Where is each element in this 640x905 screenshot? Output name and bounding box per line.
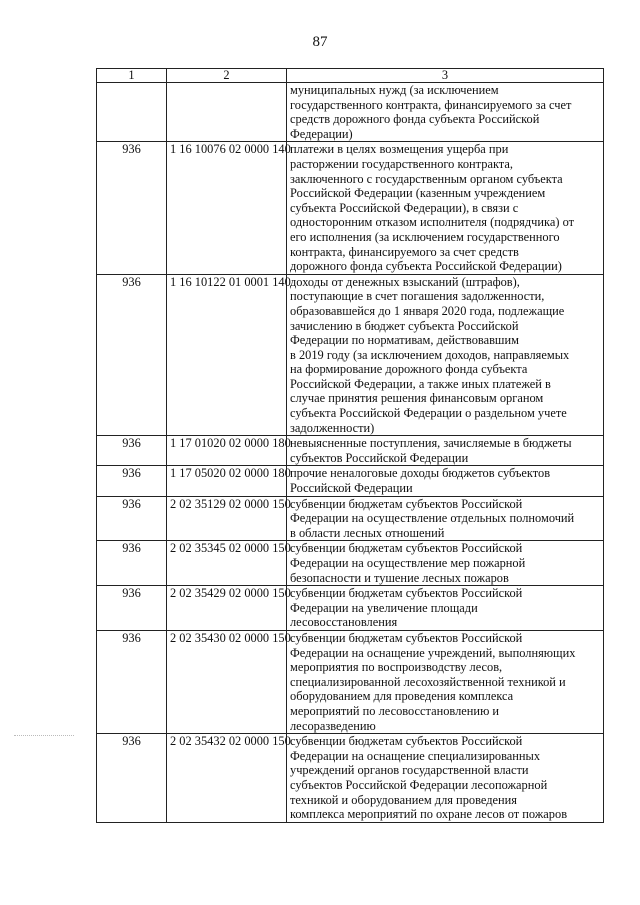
admin-code-cell: 936: [97, 274, 167, 436]
description-cell: прочие неналоговые доходы бюджетов субъектов Российской Федерации: [287, 466, 604, 496]
admin-code-cell: 936: [97, 630, 167, 733]
description-cell: невыясненные поступления, зачисляемые в бюджеты субъектов Российской Федерации: [287, 436, 604, 466]
description-cell: муниципальных нужд (за исключением государственного контракта, финансируемого за счет средств дорожного фонда субъекта Российской Федерации): [287, 83, 604, 142]
admin-code-cell: 936: [97, 142, 167, 274]
description-cell: платежи в целях возмещения ущерба при расторжении государственного контракта, заключенного с государственным органом субъекта Российской Федерации (казенным учреждением субъекта Российской Федерации), в связи с односторонним отказом исполнителя (подрядчика) от его исполнения (за исключением государственного контракта, финансируемого за счет средств дорожного фонда субъекта Российской Федерации): [287, 142, 604, 274]
column-header-3: 3: [287, 69, 604, 83]
table-row: [97, 142, 604, 274]
admin-code-cell: 936: [97, 496, 167, 541]
description-cell: доходы от денежных взысканий (штрафов), поступающие в счет погашения задолженности, образовавшейся до 1 января 2020 года, подлежащие зачислению в бюджет субъекта Российской Федерации по нормативам, действовавшим в 2019 году (за исключением доходов, направляемых на формирование дорожного фонда субъекта Российской Федерации, а также иных платежей в случае принятия решения финансовым органом субъекта Российской Федерации о раздельном учете задолженности): [287, 274, 604, 436]
budget-code-cell: 1 17 01020 02 0000 180: [167, 436, 287, 466]
table-row: [97, 541, 604, 586]
table-row: [97, 496, 604, 541]
budget-code-cell: 1 17 05020 02 0000 180: [167, 466, 287, 496]
description-cell: субвенции бюджетам субъектов Российской Федерации на осуществление отдельных полномочий в области лесных отношений: [287, 496, 604, 541]
budget-code-cell: 2 02 35432 02 0000 150: [167, 734, 287, 823]
admin-code-cell: 936: [97, 734, 167, 823]
column-header-1: 1: [97, 69, 167, 83]
description-cell: субвенции бюджетам субъектов Российской Федерации на осуществление мер пожарной безопасности и тушение лесных пожаров: [287, 541, 604, 586]
table-header-row: [97, 69, 604, 83]
scan-margin-mark: [14, 735, 74, 736]
table-row: [97, 734, 604, 823]
description-cell: субвенции бюджетам субъектов Российской Федерации на оснащение учреждений, выполняющих мероприятия по воспроизводству лесов, специализированной лесохозяйственной техникой и оборудованием для проведения комплекса мероприятий по лесовосстановлению и лесоразведению: [287, 630, 604, 733]
budget-code-cell: [167, 83, 287, 142]
budget-code-cell: 2 02 35345 02 0000 150: [167, 541, 287, 586]
table-row: [97, 630, 604, 733]
budget-code-cell: 2 02 35430 02 0000 150: [167, 630, 287, 733]
revenue-codes-table: [96, 68, 604, 823]
budget-code-cell: 1 16 10076 02 0000 140: [167, 142, 287, 274]
budget-code-cell: 2 02 35429 02 0000 150: [167, 586, 287, 631]
admin-code-cell: [97, 83, 167, 142]
description-cell: субвенции бюджетам субъектов Российской Федерации на увеличение площади лесовосстановления: [287, 586, 604, 631]
table-row: [97, 274, 604, 436]
admin-code-cell: 936: [97, 466, 167, 496]
admin-code-cell: 936: [97, 586, 167, 631]
table-row: [97, 436, 604, 466]
table-row: [97, 83, 604, 142]
description-cell: субвенции бюджетам субъектов Российской Федерации на оснащение специализированных учреждений органов государственной власти субъектов Российской Федерации лесопожарной техникой и оборудованием для проведения комплекса мероприятий по охране лесов от пожаров: [287, 734, 604, 823]
page-number: 87: [312, 34, 328, 50]
table-row: [97, 466, 604, 496]
budget-code-cell: 2 02 35129 02 0000 150: [167, 496, 287, 541]
table-row: [97, 586, 604, 631]
budget-code-cell: 1 16 10122 01 0001 140: [167, 274, 287, 436]
admin-code-cell: 936: [97, 541, 167, 586]
column-header-2: 2: [167, 69, 287, 83]
admin-code-cell: 936: [97, 436, 167, 466]
